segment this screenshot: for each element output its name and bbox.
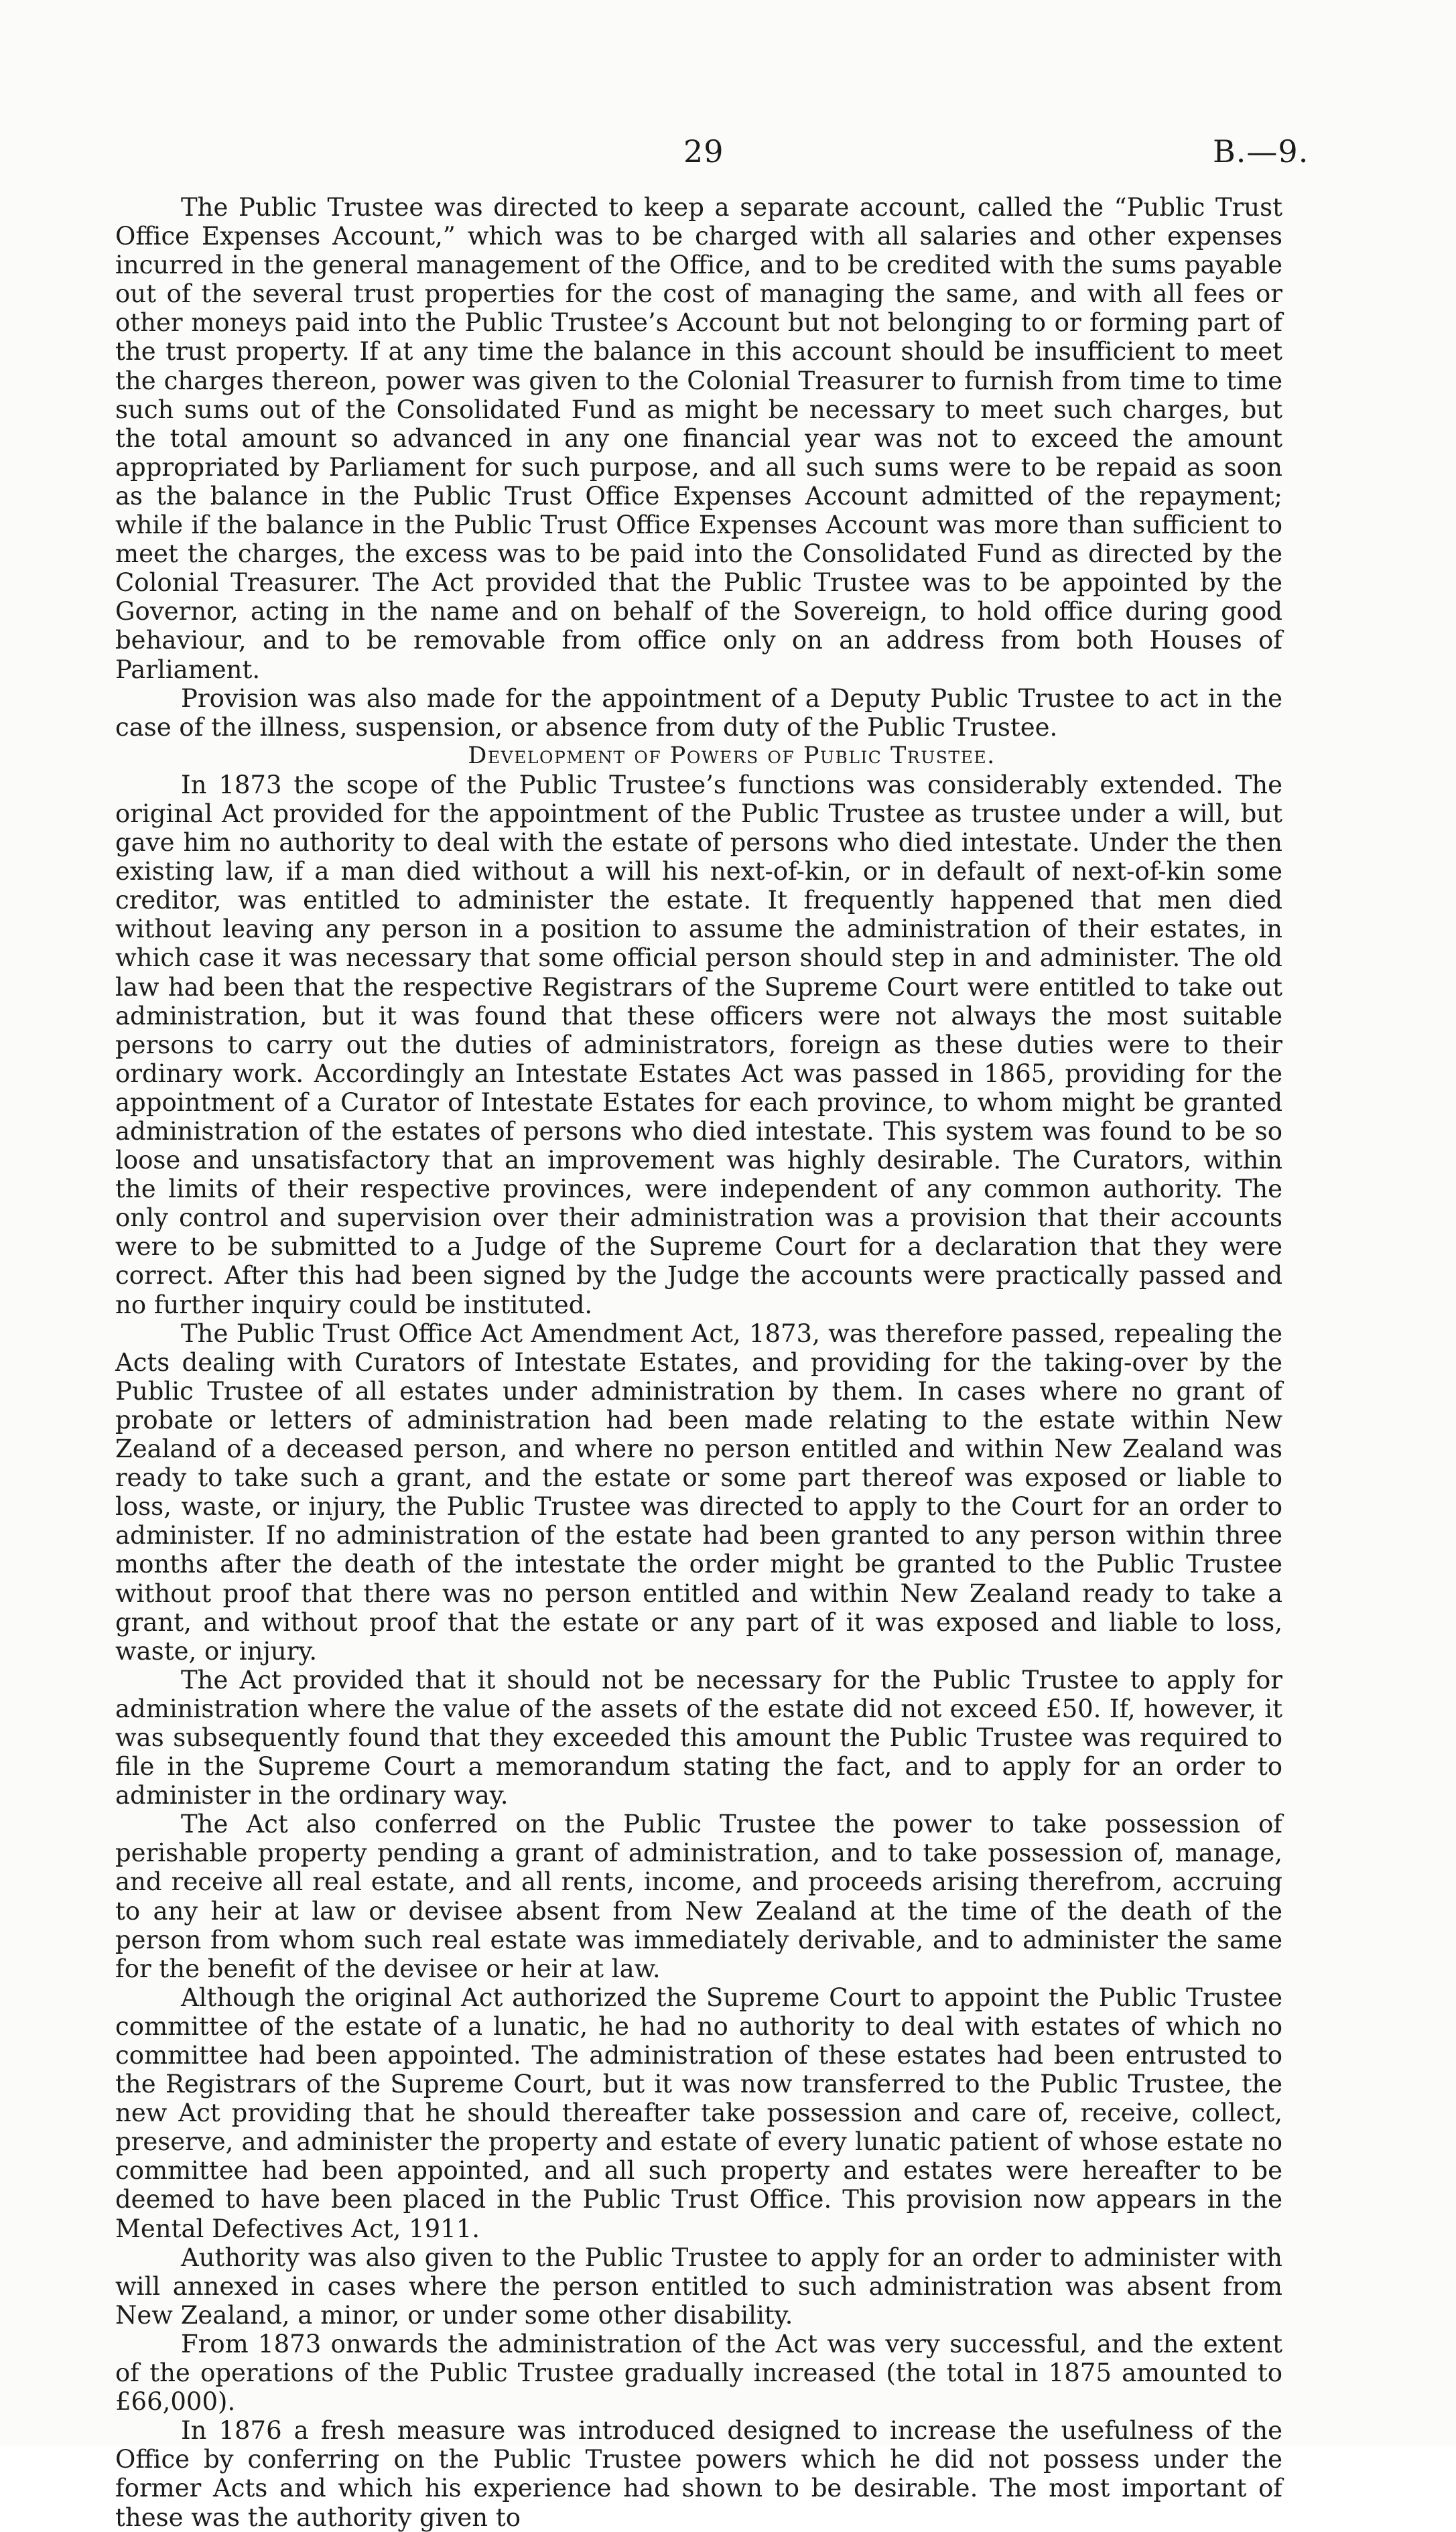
paragraph-expenses-account: The Public Trustee was directed to keep a separate account, called the “Public Trust Office Expenses Account,” which was to be charged with all salaries and other expenses incurred in the general management of the Office, and to be credited with the sums payable out of the several trust properties for the cost of managing the same, and with all fees or other moneys paid into the Public Trustee’s Account but not belonging to or forming part of the trust property. If at any time the balance in this account should be insufficient to meet the charges thereon, power was given to the Colonial Treasurer to furnish from time to time such sums out of the Consolidated Fund as might be necessary to meet such charges, but the total amount so advanced in any one financial year was not to exceed the amount appropriated by Parliament for such purpose, and all such sums were to be repaid as soon as the balance in the Public Trust Office Expenses Account admitted of the repayment; while if the balance in the Public Trust Office Expenses Account was more than sufficient to meet the charges, the excess was to be paid into the Consolidated Fund as directed by the Colonial Treasurer. The Act provided that the Public Trustee was to be appointed by the Governor, acting in the name and on behalf of the Sovereign, to hold office during good behaviour, and to be removable from office only on an address from both Houses of Parliament. [115, 193, 1282, 684]
paragraph-1873-onwards: From 1873 onwards the administration of the Act was very successful, and the extent of the operations of the Public Trustee gradually increased (the total in 1875 amounted to £66,000). [115, 2329, 1282, 2417]
paragraph-will-annexed: Authority was also given to the Public Trustee to apply for an order to administer with will annexed in cases where the person entitled to such administration was absent from New Zealand, a minor, or under some other disability. [115, 2243, 1282, 2330]
paper-reference: B.—9. [1213, 133, 1309, 170]
page-number: 29 [683, 133, 724, 170]
paragraph-1876-measure: In 1876 a fresh measure was introduced designed to increase the usefulness of the Office by conferring on the Public Trustee powers which he did not possess under the former Acts and which his experience had shown to be desirable. The most important of these was the authority given to [115, 2416, 1282, 2532]
paragraph-deputy-trustee: Provision was also made for the appointment of a Deputy Public Trustee to act in the case of the illness, suspension, or absence from duty of the Public Trustee. [115, 683, 1282, 742]
paragraph-small-estates: The Act provided that it should not be necessary for the Public Trustee to apply for administration where the value of the assets of the estate did not exceed £50. If, however, it was subsequently found that they exceeded this amount the Public Trustee was required to file in the Supreme Court a memorandum stating the fact, and to apply for an order to administer in the ordinary way. [115, 1665, 1282, 1810]
section-heading: Development of Powers of Public Trustee. [468, 742, 996, 769]
paragraph-perishable-property: The Act also conferred on the Public Trustee the power to take possession of perishable property pending a grant of administration, and to take possession of, manage, and receive all real estate, and all rents, income, and proceeds arising therefrom, accruing to any heir at law or devisee absent from New Zealand at the time of the death of the person from whom such real estate was immediately derivable, and to administer the same for the benefit of the devisee or heir at law. [115, 1810, 1282, 1983]
paragraph-amendment-act: The Public Trust Office Act Amendment Act, 1873, was therefore passed, repealing the Acts dealing with Curators of Intestate Estates, and providing for the taking-over by the Public Trustee of all estates under administration by them. In cases where no grant of probate or letters of administration had been made relating to the estate within New Zealand of a deceased person, and where no person entitled and within New Zealand was ready to take such a grant, and the estate or some part thereof was exposed or liable to loss, waste, or injury, the Public Trustee was directed to apply to the Court for an order to administer. If no administration of the estate had been granted to any person within three months after the death of the intestate the order might be granted to the Public Trustee without proof that there was no person entitled and within New Zealand ready to take a grant, and without proof that the estate or any part of it was exposed and liable to loss, waste, or injury. [115, 1319, 1282, 1666]
paragraph-1873-scope: In 1873 the scope of the Public Trustee’s functions was considerably extended. The original Act provided for the appointment of the Public Trustee as trustee under a will, but gave him no authority to deal with the estate of persons who died intestate. Under the then existing law, if a man died without a will his next-of-kin, or in default of next-of-kin some creditor, was entitled to administer the estate. It frequently happened that men died without leaving any person in a position to assume the administration of their estates, in which case it was necessary that some official person should step in and administer. The old law had been that the respective Registrars of the Supreme Court were entitled to take out administration, but it was found that these officers were not always the most suitable persons to carry out the duties of administrators, foreign as these duties were to their ordinary work. Accordingly an Intestate Estates Act was passed in 1865, providing for the appointment of a Curator of Intestate Estates for each province, to whom might be granted administration of the estates of persons who died intestate. This system was found to be so loose and unsatisfactory that an improvement was highly desirable. The Curators, within the limits of their respective provinces, were independent of any common authority. The only control and supervision over their administration was a provision that their accounts were to be submitted to a Judge of the Supreme Court for a declaration that they were correct. After this had been signed by the Judge the accounts were practically passed and no further inquiry could be instituted. [115, 770, 1282, 1319]
body-text [115, 193, 1282, 2532]
paragraph-lunatic-estates: Although the original Act authorized the Supreme Court to appoint the Public Trustee committee of the estate of a lunatic, he had no authority to deal with estates of which no committee had been appointed. The administration of these estates had been entrusted to the Registrars of the Supreme Court, but it was now transferred to the Public Trustee, the new Act providing that he should thereafter take possession and care of, receive, collect, preserve, and administer the property and estate of every lunatic patient of whose estate no committee had been appointed, and all such property and estates were hereafter to be deemed to have been placed in the Public Trust Office. This provision now appears in the Mental Defectives Act, 1911. [115, 1983, 1282, 2243]
